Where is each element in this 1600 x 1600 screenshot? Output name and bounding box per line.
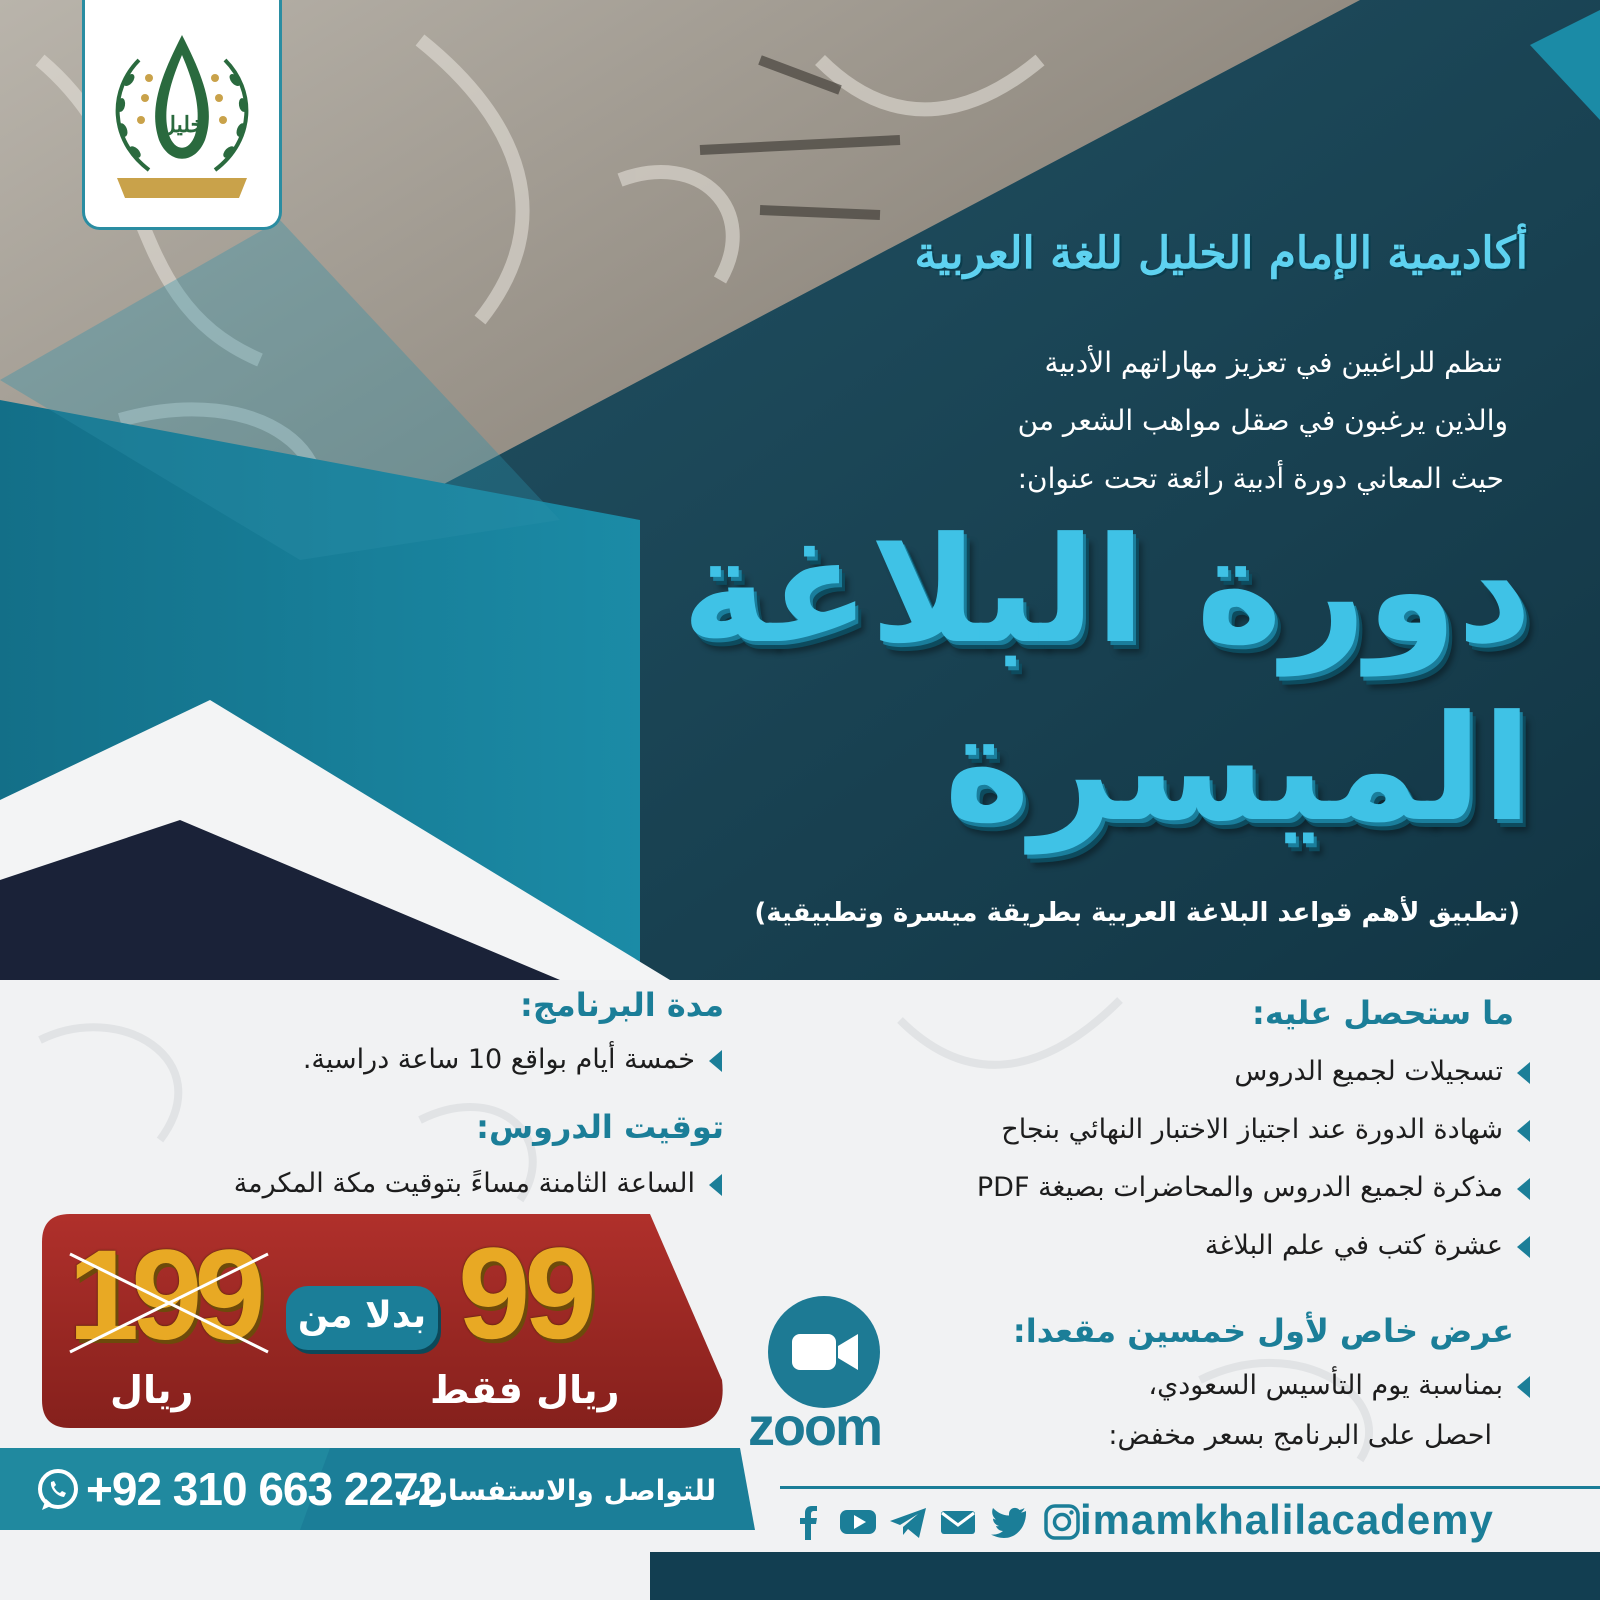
bullet-icon xyxy=(1517,1120,1530,1142)
intro-line-3: حيث المعاني دورة أدبية رائعة تحت عنوان: xyxy=(1017,462,1504,495)
benefit-item xyxy=(1001,1114,1530,1145)
timing-text: الساعة الثامنة مساءً بتوقيت مكة المكرمة xyxy=(233,1168,695,1199)
offer-text-1: بمناسبة يوم التأسيس السعودي، xyxy=(1148,1370,1503,1401)
benefit-text: تسجيلات لجميع الدروس xyxy=(1234,1056,1503,1087)
bullet-icon xyxy=(709,1174,722,1196)
old-price: 199 xyxy=(68,1224,258,1367)
benefit-text: مذكرة لجميع الدروس والمحاضرات بصيغة PDF xyxy=(976,1172,1503,1203)
bullet-icon xyxy=(709,1050,722,1072)
twitter-icon[interactable] xyxy=(986,1500,1030,1544)
strike-icon xyxy=(64,1248,274,1358)
timing-heading: توقيت الدروس: xyxy=(476,1108,724,1146)
course-subtitle: (تطبيق لأهم قواعد البلاغة العربية بطريقة ميسرة وتطبيقية) xyxy=(754,898,1520,928)
bullet-icon xyxy=(1517,1376,1530,1398)
timing-item xyxy=(234,1168,722,1199)
offer-line-1 xyxy=(1148,1370,1530,1401)
divider xyxy=(780,1486,1600,1489)
benefit-item xyxy=(977,1172,1530,1203)
instagram-icon[interactable] xyxy=(1040,1500,1084,1544)
social-handle[interactable]: imamkhalilacademy xyxy=(1080,1496,1494,1543)
old-price-currency: ريال xyxy=(110,1368,194,1412)
intro-line-1: تنظم للراغبين في تعزيز مهاراتهم الأدبية xyxy=(1044,346,1502,379)
logo-emblem xyxy=(99,20,265,210)
video-camera-icon xyxy=(768,1296,880,1408)
logo-calligraphy: خليل xyxy=(159,112,205,138)
academy-logo xyxy=(82,0,282,230)
zoom-logo: zoom xyxy=(748,1397,881,1457)
instead-of-badge: بدلا من xyxy=(286,1286,438,1350)
duration-item xyxy=(303,1044,722,1075)
duration-text: خمسة أيام بواقع 10 ساعة دراسية. xyxy=(302,1044,695,1075)
benefit-item xyxy=(1234,1056,1530,1087)
offer-heading: عرض خاص لأول خمسين مقعدا: xyxy=(1012,1312,1514,1350)
bottom-bar xyxy=(650,1552,1600,1600)
email-icon[interactable] xyxy=(936,1500,980,1544)
intro-line-2: والذين يرغبون في صقل مواهب الشعر من xyxy=(1017,404,1508,437)
benefit-text: عشرة كتب في علم البلاغة xyxy=(1204,1230,1503,1261)
bullet-icon xyxy=(1517,1062,1530,1084)
youtube-icon[interactable] xyxy=(836,1500,880,1544)
facebook-icon[interactable] xyxy=(786,1500,830,1544)
new-price: 99 xyxy=(458,1220,591,1366)
duration-heading: مدة البرنامج: xyxy=(520,986,724,1024)
course-title-line-1: دورة البلاغة xyxy=(681,506,1532,676)
academy-name: أكاديمية الإمام الخليل للغة العربية xyxy=(914,228,1528,279)
bullet-icon xyxy=(1517,1178,1530,1200)
contact-phone[interactable]: +92 310 663 2272 xyxy=(86,1463,443,1515)
bullet-icon xyxy=(1517,1236,1530,1258)
telegram-icon[interactable] xyxy=(886,1500,930,1544)
new-price-currency: ريال فقط xyxy=(430,1368,620,1412)
benefits-heading: ما ستحصل عليه: xyxy=(1252,994,1514,1032)
course-title-line-2: الميسرة xyxy=(944,684,1532,854)
benefit-text: شهادة الدورة عند اجتياز الاختبار النهائي بنجاح xyxy=(1001,1114,1503,1145)
contact-label: للتواصل والاستفسارات xyxy=(394,1474,717,1507)
offer-line-2: احصل على البرنامج بسعر مخفض: xyxy=(1108,1420,1492,1451)
whatsapp-icon[interactable] xyxy=(34,1466,82,1514)
benefit-item xyxy=(1205,1230,1530,1261)
